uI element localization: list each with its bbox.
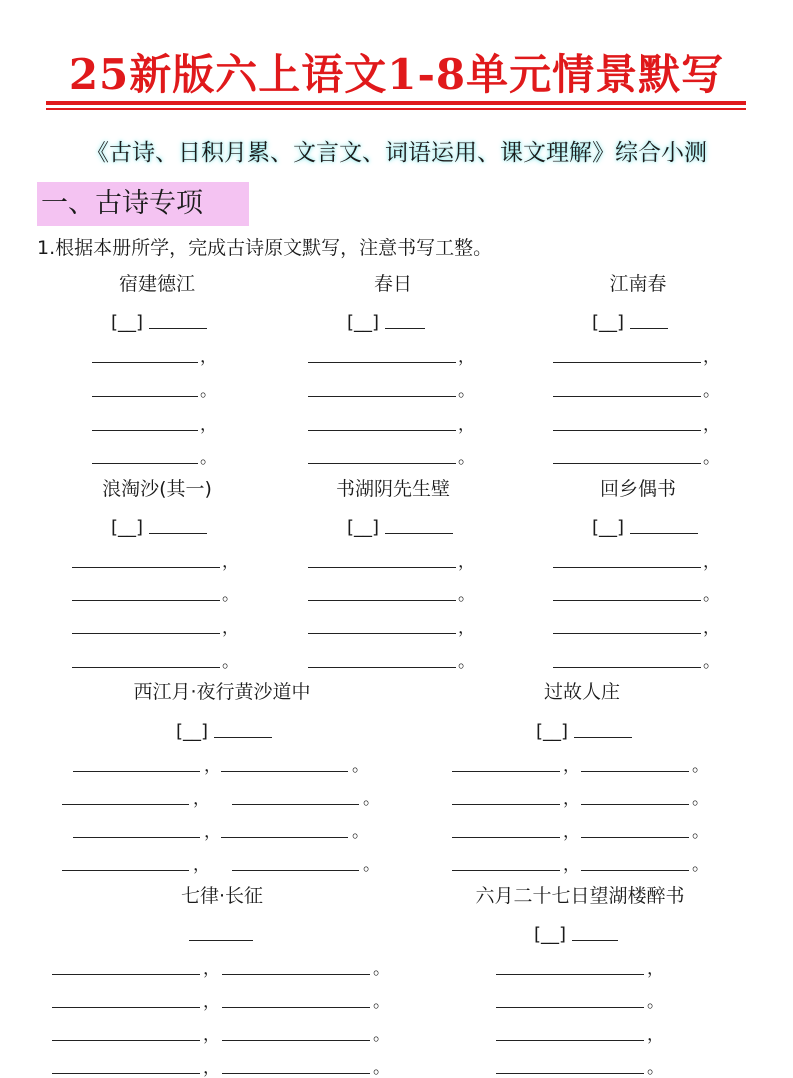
- comma-mark: ，: [204, 756, 221, 776]
- answer-blank[interactable]: [308, 396, 456, 397]
- dynasty-bracket-blank[interactable]: [__]: [111, 517, 144, 538]
- answer-blank[interactable]: [232, 870, 359, 871]
- comma-mark: ，: [647, 1025, 664, 1045]
- comma-mark: ，: [193, 789, 210, 809]
- period-mark: 。: [222, 652, 239, 672]
- dynasty-bracket-blank[interactable]: [__]: [536, 721, 569, 742]
- period-mark: 。: [692, 855, 709, 875]
- comma-mark: ，: [703, 347, 720, 367]
- comma-mark: ，: [458, 415, 475, 435]
- author-blank[interactable]: [214, 737, 272, 738]
- answer-blank[interactable]: [222, 1073, 370, 1074]
- period-mark: 。: [458, 652, 475, 672]
- author-blank[interactable]: [630, 533, 698, 534]
- poem-title: 浪淘沙(其一): [102, 478, 212, 500]
- comma-mark: ，: [203, 959, 220, 979]
- comma-mark: ，: [703, 618, 720, 638]
- period-mark: 。: [692, 789, 709, 809]
- author-blank[interactable]: [572, 940, 618, 941]
- answer-blank[interactable]: [452, 771, 560, 772]
- comma-mark: ，: [563, 756, 580, 776]
- comma-mark: ，: [563, 855, 580, 875]
- comma-mark: ，: [203, 992, 220, 1012]
- period-mark: 。: [363, 789, 380, 809]
- title-underline-thin: [46, 108, 746, 110]
- answer-blank[interactable]: [92, 396, 198, 397]
- period-mark: 。: [703, 381, 720, 401]
- answer-blank[interactable]: [92, 463, 198, 464]
- dynasty-bracket-blank[interactable]: [__]: [347, 517, 380, 538]
- answer-blank[interactable]: [222, 1040, 370, 1041]
- question-prompt: 1.根据本册所学，完成古诗原文默写，注意书写工整。: [37, 237, 493, 259]
- comma-mark: ，: [647, 959, 664, 979]
- answer-blank[interactable]: [553, 567, 701, 568]
- period-mark: 。: [647, 992, 664, 1012]
- answer-blank[interactable]: [73, 771, 200, 772]
- answer-blank[interactable]: [62, 870, 189, 871]
- title-underline: [46, 101, 746, 105]
- answer-blank[interactable]: [232, 804, 359, 805]
- period-mark: 。: [373, 992, 390, 1012]
- answer-blank[interactable]: [581, 837, 689, 838]
- answer-blank[interactable]: [581, 771, 689, 772]
- answer-blank[interactable]: [553, 396, 701, 397]
- answer-blank[interactable]: [62, 804, 189, 805]
- answer-blank[interactable]: [72, 600, 220, 601]
- period-mark: 。: [373, 1025, 390, 1045]
- answer-blank[interactable]: [52, 1007, 200, 1008]
- poem-title: 过故人庄: [543, 681, 621, 703]
- period-mark: 。: [352, 822, 369, 842]
- page-title: 25新版六上语文1-8单元情景默写: [68, 50, 725, 99]
- comma-mark: ，: [458, 618, 475, 638]
- answer-blank[interactable]: [496, 1040, 644, 1041]
- answer-blank[interactable]: [452, 870, 560, 871]
- dynasty-bracket-blank[interactable]: [__]: [111, 312, 144, 333]
- comma-mark: ，: [458, 347, 475, 367]
- answer-blank[interactable]: [496, 974, 644, 975]
- author-blank[interactable]: [574, 737, 632, 738]
- period-mark: 。: [703, 585, 720, 605]
- comma-mark: ，: [203, 1058, 220, 1078]
- answer-blank[interactable]: [308, 600, 456, 601]
- author-blank[interactable]: [149, 533, 207, 534]
- answer-blank[interactable]: [221, 837, 348, 838]
- answer-blank[interactable]: [553, 463, 701, 464]
- poem-title: 回乡偶书: [599, 478, 677, 500]
- answer-blank[interactable]: [308, 430, 456, 431]
- comma-mark: ，: [203, 1025, 220, 1045]
- comma-mark: ，: [222, 618, 239, 638]
- section-heading: 一、古诗专项: [37, 182, 249, 226]
- period-mark: 。: [703, 652, 720, 672]
- period-mark: 。: [703, 448, 720, 468]
- period-mark: 。: [363, 855, 380, 875]
- page-subtitle: 《古诗、日积月累、文言文、词语运用、课文理解》综合小测: [86, 140, 707, 166]
- dynasty-bracket-blank[interactable]: [__]: [592, 517, 625, 538]
- answer-blank[interactable]: [581, 804, 689, 805]
- period-mark: 。: [222, 585, 239, 605]
- period-mark: 。: [458, 585, 475, 605]
- period-mark: 。: [200, 381, 217, 401]
- comma-mark: ，: [563, 789, 580, 809]
- answer-blank[interactable]: [496, 1073, 644, 1074]
- comma-mark: ，: [563, 822, 580, 842]
- answer-blank[interactable]: [52, 1040, 200, 1041]
- comma-mark: ，: [458, 552, 475, 572]
- dynasty-bracket-blank[interactable]: [__]: [176, 721, 209, 742]
- answer-blank[interactable]: [553, 362, 701, 363]
- poem-title: 七律·长征: [180, 885, 264, 907]
- poem-title: 江南春: [609, 273, 667, 295]
- comma-mark: ，: [204, 822, 221, 842]
- period-mark: 。: [692, 756, 709, 776]
- answer-blank[interactable]: [553, 430, 701, 431]
- answer-blank[interactable]: [553, 667, 701, 668]
- dynasty-bracket-blank[interactable]: [__]: [534, 924, 567, 945]
- answer-blank[interactable]: [222, 974, 370, 975]
- answer-blank[interactable]: [73, 837, 200, 838]
- answer-blank[interactable]: [581, 870, 689, 871]
- answer-blank[interactable]: [72, 633, 220, 634]
- period-mark: 。: [352, 756, 369, 776]
- comma-mark: ，: [193, 855, 210, 875]
- answer-blank[interactable]: [308, 362, 456, 363]
- period-mark: 。: [373, 1058, 390, 1078]
- author-blank[interactable]: [385, 328, 425, 329]
- poem-title: 宿建德江: [118, 273, 196, 295]
- answer-blank[interactable]: [553, 600, 701, 601]
- poem-title: 西江月·夜行黄沙道中: [133, 681, 311, 703]
- answer-blank[interactable]: [222, 1007, 370, 1008]
- answer-blank[interactable]: [52, 974, 200, 975]
- answer-blank[interactable]: [72, 667, 220, 668]
- author-blank[interactable]: [385, 533, 453, 534]
- answer-blank[interactable]: [52, 1073, 200, 1074]
- answer-blank[interactable]: [496, 1007, 644, 1008]
- answer-blank[interactable]: [452, 804, 560, 805]
- period-mark: 。: [458, 381, 475, 401]
- answer-blank[interactable]: [221, 771, 348, 772]
- poem-title: 六月二十七日望湖楼醉书: [475, 885, 685, 907]
- answer-blank[interactable]: [72, 567, 220, 568]
- answer-blank[interactable]: [308, 667, 456, 668]
- answer-blank[interactable]: [553, 633, 701, 634]
- comma-mark: ，: [703, 552, 720, 572]
- comma-mark: ，: [703, 415, 720, 435]
- poem-title: 书湖阴先生壁: [335, 478, 451, 500]
- period-mark: 。: [458, 448, 475, 468]
- comma-mark: ，: [222, 552, 239, 572]
- dynasty-bracket-blank[interactable]: [__]: [592, 312, 625, 333]
- answer-blank[interactable]: [92, 362, 198, 363]
- answer-blank[interactable]: [452, 837, 560, 838]
- author-blank[interactable]: [189, 940, 253, 941]
- period-mark: 。: [200, 448, 217, 468]
- period-mark: 。: [647, 1058, 664, 1078]
- poem-title: 春日: [373, 273, 413, 295]
- answer-blank[interactable]: [308, 567, 456, 568]
- dynasty-bracket-blank[interactable]: [__]: [347, 312, 380, 333]
- author-blank[interactable]: [149, 328, 207, 329]
- answer-blank[interactable]: [308, 633, 456, 634]
- comma-mark: ，: [200, 347, 217, 367]
- period-mark: 。: [373, 959, 390, 979]
- answer-blank[interactable]: [308, 463, 456, 464]
- comma-mark: ，: [200, 415, 217, 435]
- answer-blank[interactable]: [92, 430, 198, 431]
- author-blank[interactable]: [630, 328, 668, 329]
- period-mark: 。: [692, 822, 709, 842]
